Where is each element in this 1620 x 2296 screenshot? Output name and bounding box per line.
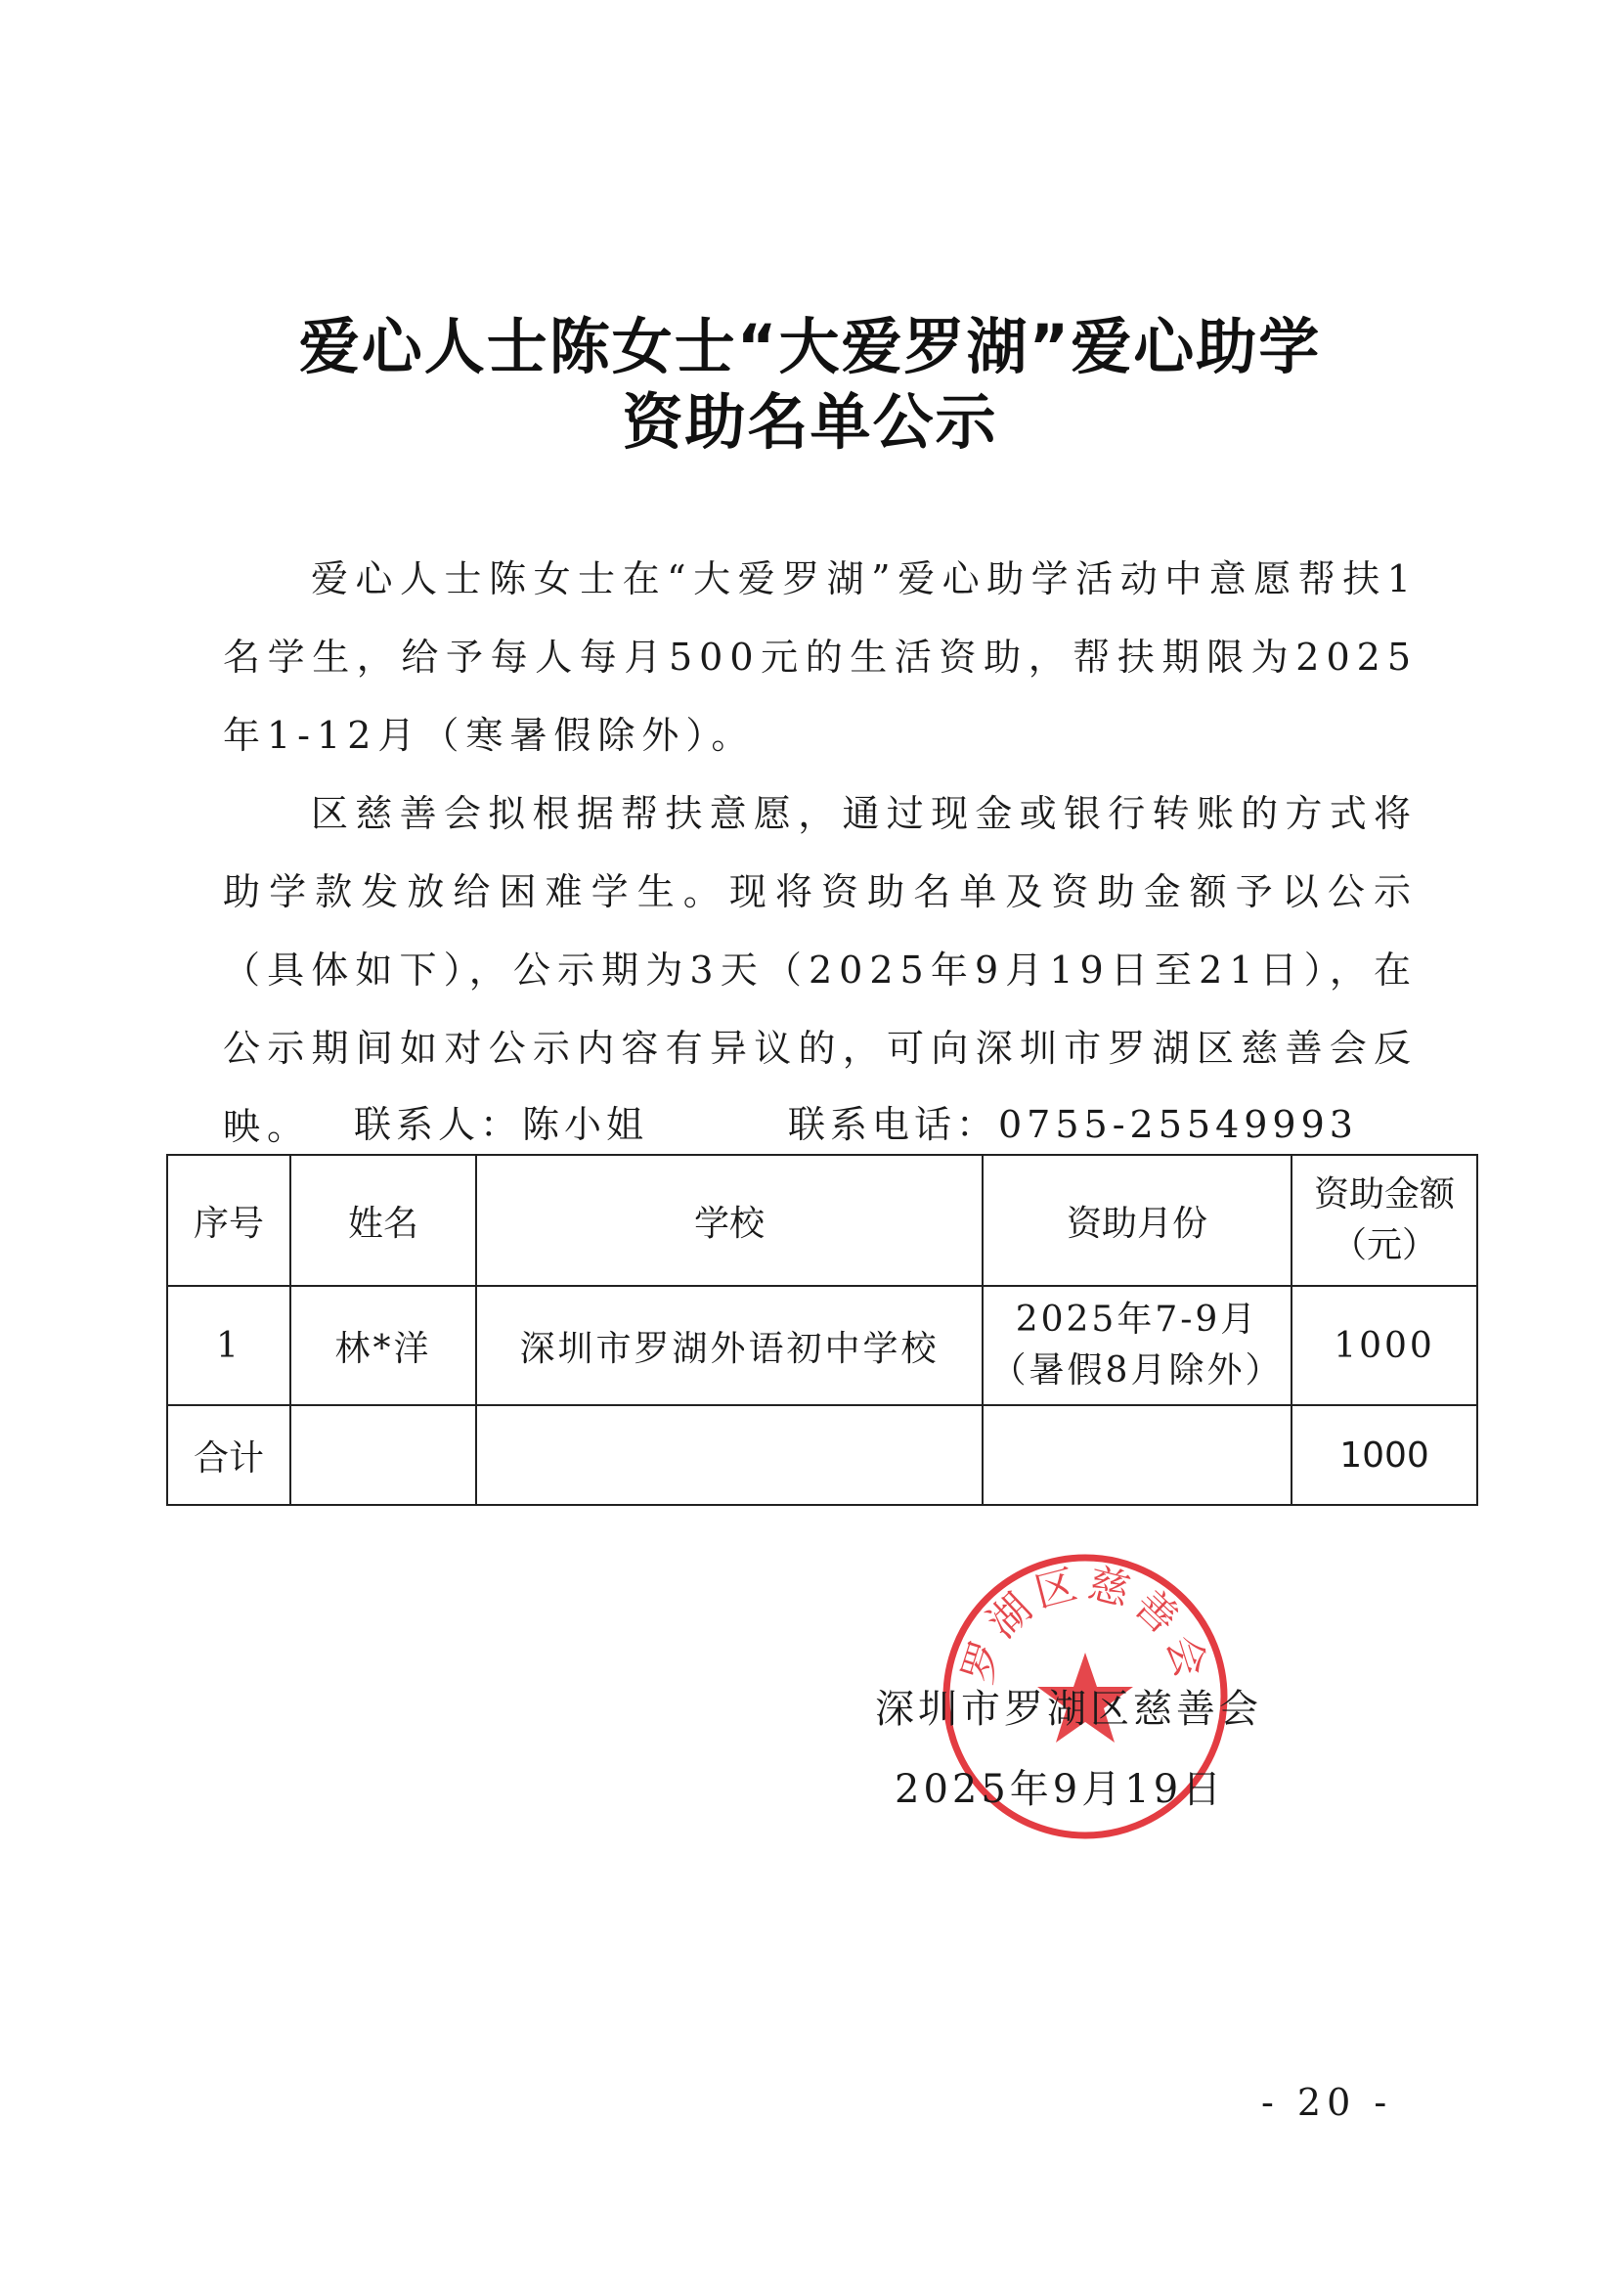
header-amount <box>1292 1155 1477 1286</box>
signature-org: 深圳市罗湖区慈善会 <box>875 1687 1262 1732</box>
cell-amount: 1000 <box>1292 1286 1477 1405</box>
total-empty-name <box>290 1405 476 1505</box>
cell-months <box>983 1286 1292 1405</box>
seal-text: 罗湖区慈善会 <box>952 1558 1218 1689</box>
header-amount-line1: 资助金额 <box>1313 1174 1455 1214</box>
contact-person: 联系人：陈小姐 <box>354 1103 649 1146</box>
paragraph-1: 爱心人士陈女士在“大爱罗湖”爱心助学活动中意愿帮扶1名学生，给予每人每月500元的生活资助，帮扶期限为2025年1-12月（寒暑假除外）。 <box>223 557 1418 757</box>
signature-date: 2025年9月19日 <box>895 1767 1226 1812</box>
total-empty-school <box>476 1405 983 1505</box>
header-amount-line2: （元） <box>1331 1225 1437 1265</box>
table-total-row <box>167 1405 1477 1505</box>
cell-seq: 1 <box>167 1286 290 1405</box>
cell-months-line2: （暑假8月除外） <box>990 1350 1284 1391</box>
cell-school: 深圳市罗湖外语初中学校 <box>476 1286 983 1405</box>
total-empty-months <box>983 1405 1292 1505</box>
table-row <box>167 1286 1477 1405</box>
header-months: 资助月份 <box>983 1155 1292 1286</box>
header-school: 学校 <box>476 1155 983 1286</box>
cell-months-line1: 2025年7-9月 <box>1015 1300 1259 1340</box>
title-line-2: 资助名单公示 <box>622 386 998 458</box>
header-name: 姓名 <box>290 1155 476 1286</box>
cell-name: 林*洋 <box>290 1286 476 1405</box>
title-line-1: 爱心人士陈女士“大爱罗湖”爱心助学 <box>298 311 1322 382</box>
header-seq: 序号 <box>167 1155 290 1286</box>
contact-phone: 联系电话：0755-25549993 <box>788 1103 1358 1146</box>
table-header-row <box>167 1155 1477 1286</box>
funding-table <box>166 1154 1478 1506</box>
page-number: - 20 - <box>1261 2081 1393 2124</box>
total-label: 合计 <box>167 1405 290 1505</box>
paragraph-2: 区慈善会拟根据帮扶意愿，通过现金或银行转账的方式将助学款发放给困难学生。现将资助名单及资助金额予以公示（具体如下），公示期为3天（2025年9月19日至21日），在公示期间如对公示内容有异议的，可向深圳市罗湖区慈善会反映。 <box>223 792 1418 1148</box>
total-amount: 1000 <box>1292 1405 1477 1505</box>
